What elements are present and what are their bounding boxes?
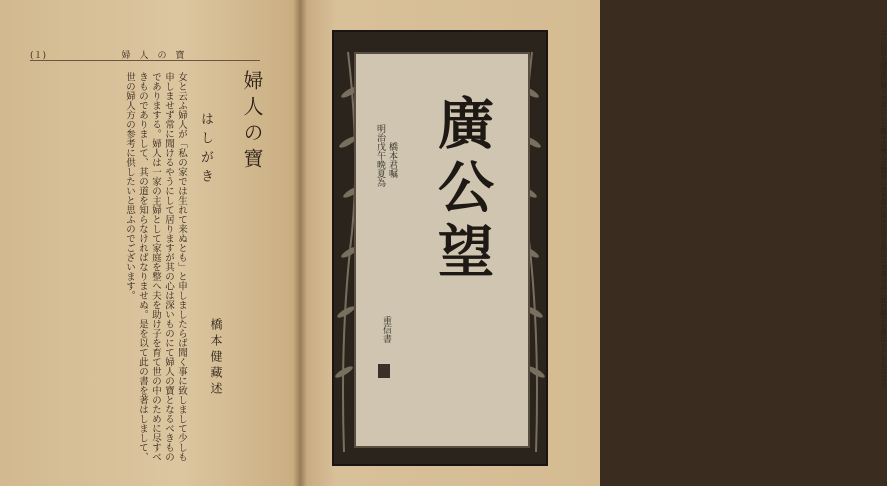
left-page	[0, 0, 300, 486]
subtitle: はしがき	[198, 112, 213, 188]
calligraphy-main: 廣公望	[429, 94, 495, 286]
author-credit: 橋本健藏述	[209, 318, 223, 398]
signature: 重信書	[381, 316, 391, 343]
calligraphy-plate	[332, 30, 548, 466]
plate-caption: 右は伯爵大隈重信閣下の書にして閣下は婦人の教育に就き常に深き注意を拂はれ本書の為に此の題字を賜はりたるものなり	[879, 30, 887, 388]
page-number: (１)	[30, 51, 47, 61]
inscription-line-2: 橋本君嘱	[387, 142, 397, 178]
running-title: 婦 人 の 寶	[121, 51, 185, 61]
calligraphy-panel	[354, 52, 530, 448]
book-gutter	[293, 0, 307, 486]
header-rule	[30, 60, 260, 61]
seal-stamp	[378, 364, 390, 378]
page-title: 婦人の寶	[240, 70, 264, 174]
body-text: 女と云ふ婦人が「私の家では生れて来ぬとも」と申しましたらば聞く事に致しまして少しも申しませず常に聞けるやうにして居りますが其の心は深いものにて婦人の寶となるべきものでありまする。婦人は一家の主婦として家庭を整へ夫を助け子を育て世の中のために尽すべきものでありまして、其の道を知らなければなりませぬ。是を以て此の書を著はしまして、世の婦人方の参考に供したいと思ふのでございます。	[124, 72, 187, 462]
inscription-line-1: 明治戊午晩夏為	[375, 124, 385, 187]
